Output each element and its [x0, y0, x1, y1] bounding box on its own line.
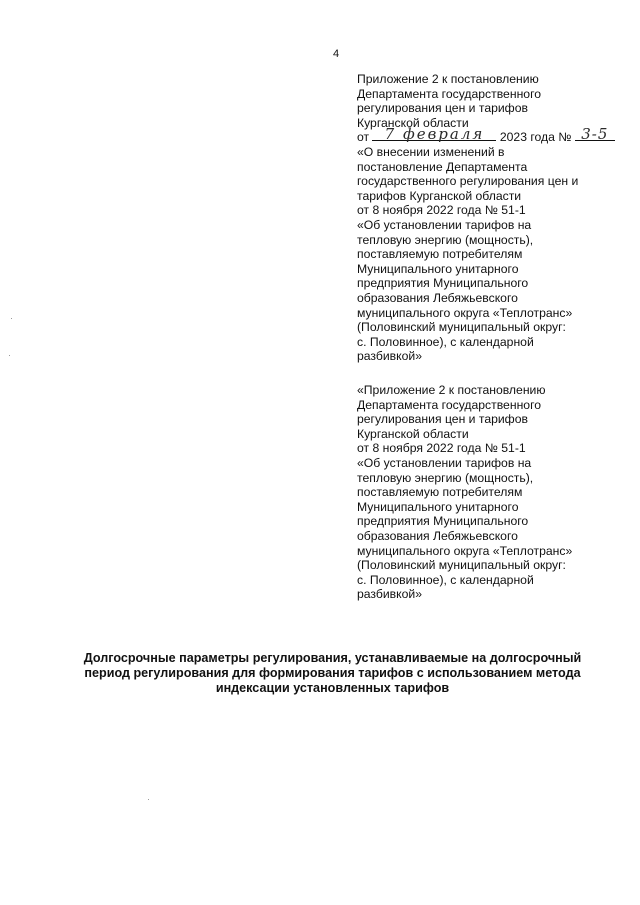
- amendment-line: муниципального округа «Теплотранс»: [357, 305, 573, 320]
- amendment-line: с. Половинное), с календарной: [357, 334, 534, 349]
- annex-line: от 8 ноября 2022 года № 51-1: [357, 441, 526, 456]
- amendment-line: постановление Департамента: [357, 159, 528, 174]
- amendment-line: Муниципального унитарного: [357, 261, 519, 276]
- annex-line: Курганской области: [357, 426, 469, 441]
- scan-speck: [9, 355, 10, 356]
- annex-line: разбивкой»: [357, 587, 422, 602]
- annex-line: регулирования цен и тарифов: [357, 412, 528, 427]
- scan-speck: [148, 799, 149, 800]
- heading-line: период регулирования для формирования тарифов с использованием метода: [84, 665, 581, 680]
- page-number: 4: [333, 48, 340, 60]
- heading-line: Долгосрочные параметры регулирования, устанавливаемые на долгосрочный: [83, 651, 582, 665]
- annex-header-current: [357, 72, 632, 364]
- annex-line: Курганской области: [357, 115, 469, 130]
- handwritten-number: 3-5: [575, 129, 615, 141]
- heading-line: индексации установленных тарифов: [215, 680, 450, 695]
- scan-speck: [11, 318, 12, 319]
- date-prefix: от: [357, 130, 370, 145]
- amendment-line: предприятия Муниципального: [357, 276, 529, 291]
- amendment-line: тепловую энергию (мощность),: [357, 232, 534, 247]
- annex-line: образования Лебяжьевского: [357, 528, 518, 543]
- amendment-line: тарифов Курганской области: [357, 188, 522, 203]
- annex-line: Муниципального унитарного: [357, 499, 519, 514]
- handwritten-date: 7 февраля: [372, 129, 496, 141]
- annex-line: поставляемую потребителям: [357, 485, 523, 500]
- amendment-line: от 8 ноября 2022 года № 51-1: [357, 203, 526, 218]
- annex-line: предприятия Муниципального: [357, 514, 529, 529]
- amendment-line: государственного регулирования цен и: [357, 174, 579, 189]
- annex-line: «Приложение 2 к постановлению: [357, 383, 546, 397]
- annex-line: «Об установлении тарифов на: [357, 455, 532, 470]
- annex-line: Департамента государственного: [357, 86, 542, 101]
- year-text: 2023 года №: [499, 130, 572, 145]
- amendment-line: (Половинский муниципальный округ:: [357, 320, 566, 335]
- annex-header-original: [357, 383, 632, 602]
- date-number-line: [357, 125, 632, 145]
- annex-line: Департамента государственного: [357, 397, 542, 412]
- annex-line: регулирования цен и тарифов: [357, 101, 528, 116]
- annex-line: (Половинский муниципальный округ:: [357, 558, 566, 573]
- amendment-line: поставляемую потребителям: [357, 247, 523, 262]
- annex-line: муниципального округа «Теплотранс»: [357, 543, 573, 558]
- document-heading: [60, 651, 605, 695]
- amendment-line: разбивкой»: [357, 349, 422, 364]
- annex-line: тепловую энергию (мощность),: [357, 470, 534, 485]
- amendment-line: «О внесении изменений в: [357, 144, 505, 159]
- annex-line: с. Половинное), с календарной: [357, 572, 534, 587]
- amendment-line: «Об установлении тарифов на: [357, 217, 532, 232]
- annex-line: Приложение 2 к постановлению: [357, 72, 539, 86]
- amendment-line: образования Лебяжьевского: [357, 290, 518, 305]
